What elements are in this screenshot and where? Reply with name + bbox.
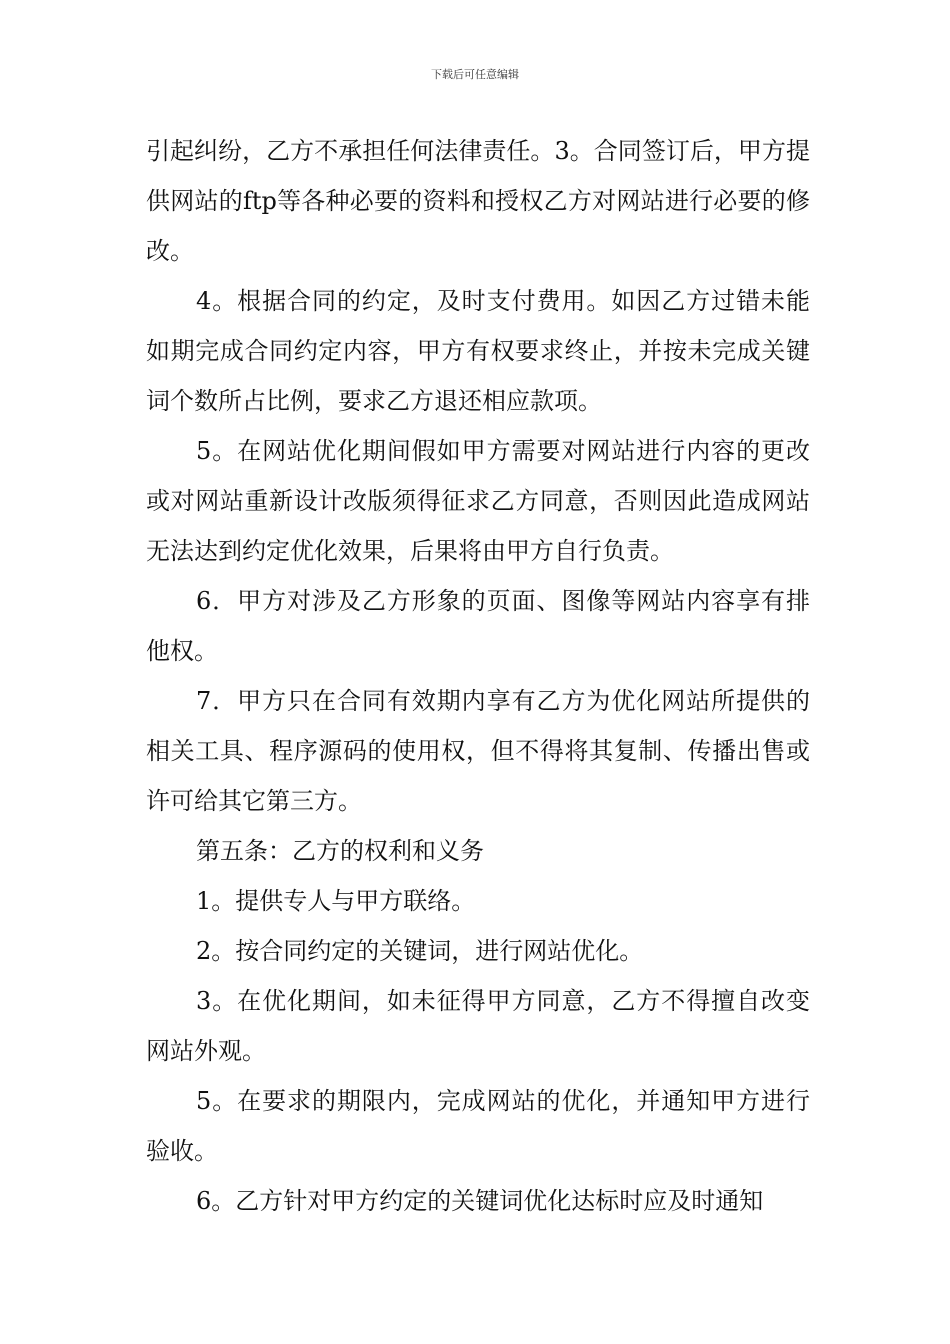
paragraph: 引起纠纷，乙方不承担任何法律责任。3。合同签订后，甲方提供网站的ftp等各种必要的资料和授权乙方对网站进行必要的修改。 xyxy=(146,137,810,265)
header-note: 下载后可任意编辑 xyxy=(431,68,519,81)
paragraph: 6．甲方对涉及乙方形象的页面、图像等网站内容享有排他权。 xyxy=(146,587,810,665)
paragraph: 7．甲方只在合同有效期内享有乙方为优化网站所提供的相关工具、程序源码的使用权，但不得将其复制、传播出售或许可给其它第三方。 xyxy=(146,687,810,815)
paragraph: 6。乙方针对甲方约定的关键词优化达标时应及时通知 xyxy=(196,1187,764,1215)
paragraph: 5。在网站优化期间假如甲方需要对网站进行内容的更改或对网站重新设计改版须得征求乙方同意，否则因此造成网站无法达到约定优化效果，后果将由甲方自行负责。 xyxy=(146,437,810,565)
document-body xyxy=(146,126,810,1226)
paragraph: 3。在优化期间，如未征得甲方同意，乙方不得擅自改变网站外观。 xyxy=(146,987,810,1065)
paragraph: 2。按合同约定的关键词，进行网站优化。 xyxy=(196,937,644,965)
paragraph: 1。提供专人与甲方联络。 xyxy=(196,887,476,915)
paragraph: 5。在要求的期限内，完成网站的优化，并通知甲方进行验收。 xyxy=(146,1087,810,1165)
paragraph: 4。根据合同的约定，及时支付费用。如因乙方过错未能如期完成合同约定内容，甲方有权要求终止，并按未完成关键词个数所占比例，要求乙方退还相应款项。 xyxy=(146,287,810,415)
section-heading: 第五条：乙方的权利和义务 xyxy=(196,837,484,865)
